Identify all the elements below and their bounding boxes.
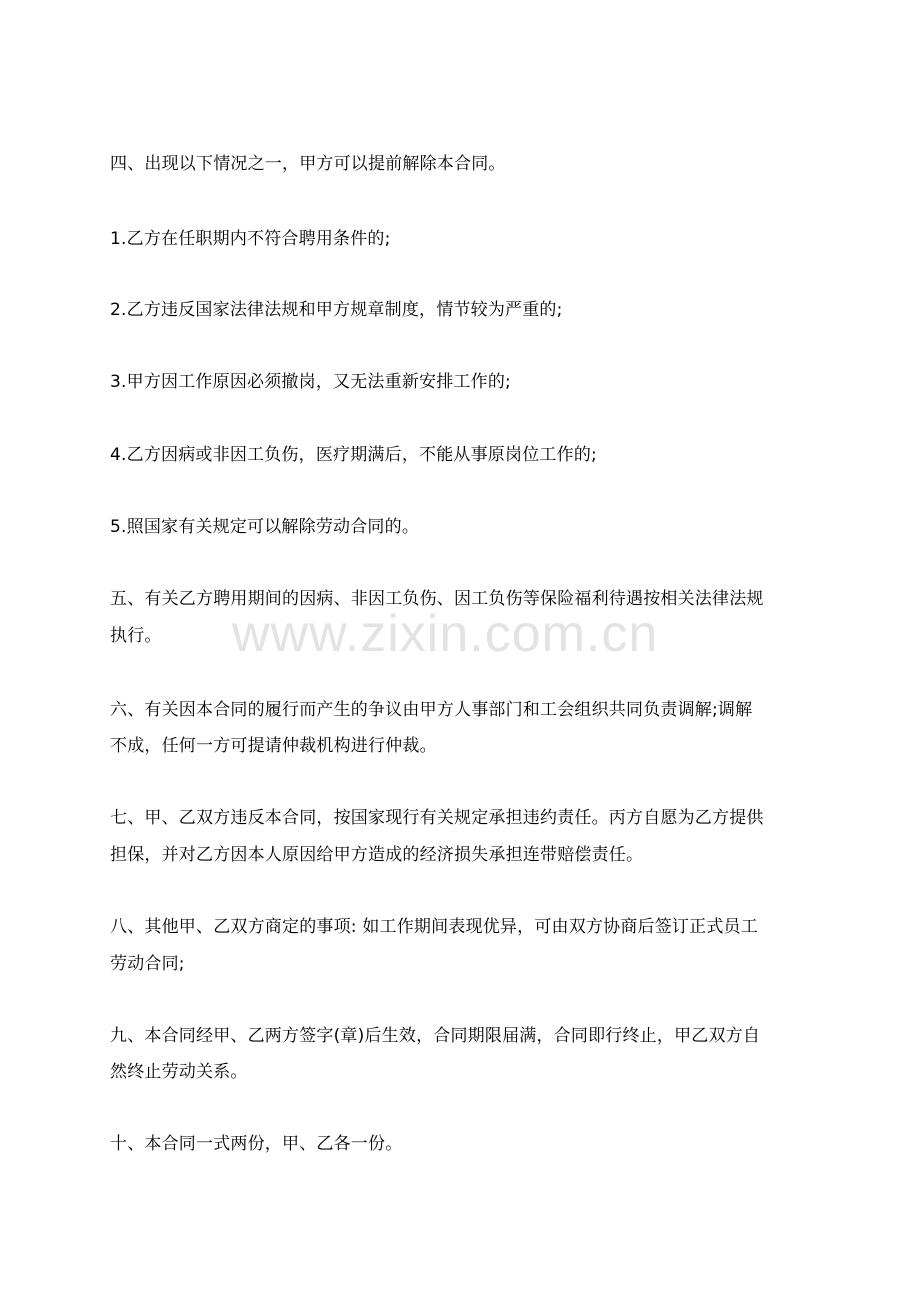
clause-9-line-2: 然终止劳动关系。 [110, 1062, 248, 1082]
clause-7-line-2: 担保，并对乙方因本人原因给甲方造成的经济损失承担连带赔偿责任。 [110, 845, 644, 865]
clause-6-line-1: 六、有关因本合同的履行而产生的争议由甲方人事部门和工会组织共同负责调解;调解 [110, 700, 753, 720]
clause-5-line-1: 五、有关乙方聘用期间的因病、非因工负伤、因工负伤等保险福利待遇按相关法律法规 [110, 589, 764, 609]
clause-8-line-1: 八、其他甲、乙双方商定的事项: 如工作期间表现优异，可由双方协商后签订正式员工 [110, 917, 758, 937]
clause-6-line-2: 不成，任何一方可提请仲裁机构进行仲裁。 [110, 736, 437, 756]
watermark: www.zixin.com.cn [232, 605, 659, 663]
clause-4-heading: 四、出现以下情况之一，甲方可以提前解除本合同。 [110, 154, 506, 174]
clause-4-item-4: 4.乙方因病或非因工负伤，医疗期满后，不能从事原岗位工作的; [110, 445, 597, 465]
clause-5-line-2: 执行。 [110, 626, 162, 646]
clause-4-item-1: 1.乙方在任职期内不符合聘用条件的; [110, 229, 391, 249]
clause-4-item-2: 2.乙方违反国家法律法规和甲方规章制度，情节较为严重的; [110, 300, 563, 320]
clause-4-item-3: 3.甲方因工作原因必须撤岗，又无法重新安排工作的; [110, 372, 511, 392]
clause-10: 十、本合同一式两份，甲、乙各一份。 [110, 1134, 403, 1154]
clause-4-item-5: 5.照国家有关规定可以解除劳动合同的。 [110, 517, 420, 537]
clause-8-line-2: 劳动合同; [110, 954, 185, 974]
clause-9-line-1: 九、本合同经甲、乙两方签字(章)后生效，合同期限届满，合同即行终止，甲乙双方自 [110, 1026, 761, 1046]
clause-7-line-1: 七、甲、乙双方违反本合同，按国家现行有关规定承担违约责任。丙方自愿为乙方提供 [110, 808, 764, 828]
